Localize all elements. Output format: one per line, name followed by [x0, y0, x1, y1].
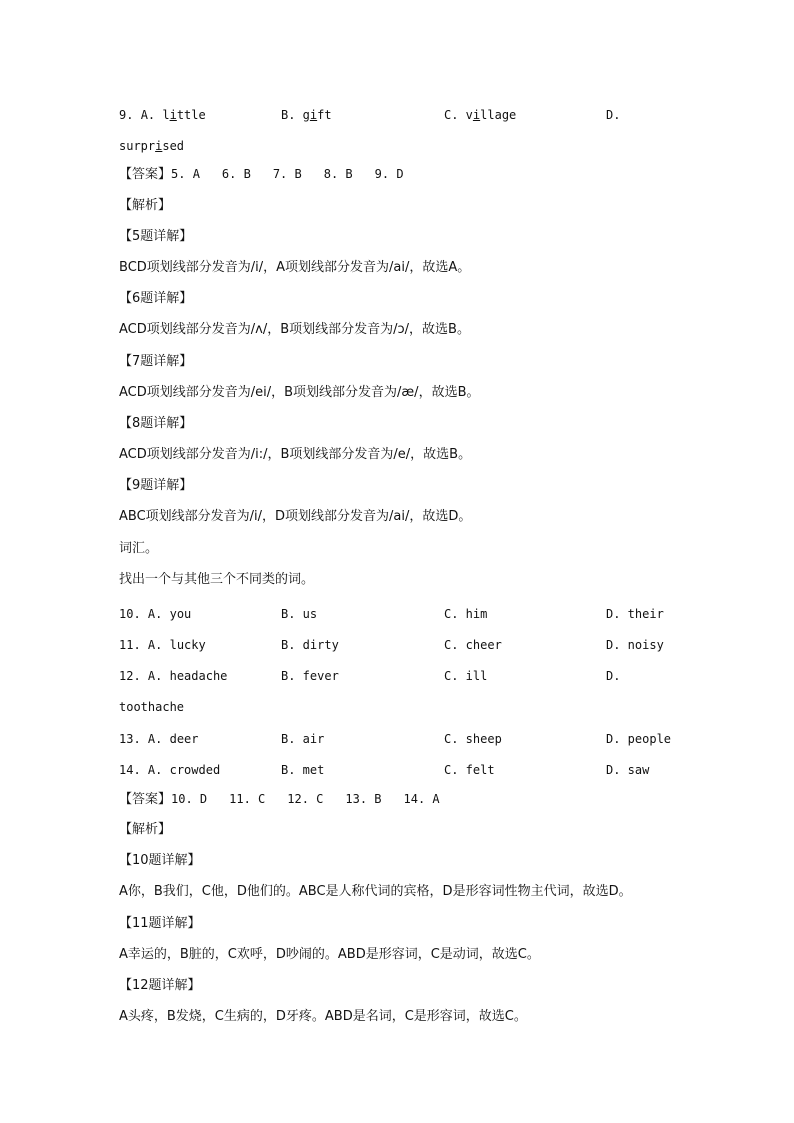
- answer-item: 12. C: [287, 792, 324, 806]
- q9-option-a: 9. A. little: [119, 108, 206, 122]
- explanation-text: A幸运的，B脏的，C欢呼，D吵闹的。ABD是形容词，C是动词，故选C。: [119, 947, 540, 962]
- explanation-text: A头疼，B发烧，C生病的，D牙疼。ABD是名词，C是形容词，故选C。: [119, 1009, 527, 1024]
- answer-item: 6. B: [221, 167, 251, 181]
- explanation-title: 【5题详解】: [119, 229, 193, 244]
- option-c: C. him: [444, 607, 488, 621]
- explanation-text: ACD项划线部分发音为/ʌ/，B项划线部分发音为/ɔ/，故选B。: [119, 322, 470, 337]
- option-d: D. their: [606, 607, 664, 621]
- explanation-title: 【10题详解】: [119, 853, 201, 868]
- option-d: D. people: [606, 732, 672, 746]
- explanation-title: 【11题详解】: [119, 916, 201, 931]
- explanation-title: 【12题详解】: [119, 978, 201, 993]
- option-d: D. noisy: [606, 638, 664, 652]
- option-c: C. ill: [444, 669, 488, 683]
- answer-label: 【答案】: [119, 167, 172, 182]
- explanation-text: ACD项划线部分发音为/i:/，B项划线部分发音为/e/，故选B。: [119, 447, 472, 462]
- option-a: 13. A. deer: [119, 732, 199, 746]
- q9-option-d: D.: [606, 108, 621, 122]
- explanation-text: A你，B我们，C他，D他们的。ABC是人称代词的宾格，D是形容词性物主代词，故选D。: [119, 884, 632, 899]
- option-c: C. felt: [444, 763, 495, 777]
- option-b: B. fever: [281, 669, 339, 683]
- answer-line-2: [119, 791, 440, 808]
- explanation-title: 【6题详解】: [119, 291, 193, 306]
- q9-option-b: B. gift: [281, 108, 332, 122]
- answer-item: 7. B: [272, 167, 302, 181]
- section-instruction: 找出一个与其他三个不同类的词。: [119, 572, 315, 587]
- answer-item: 13. B: [345, 792, 382, 806]
- option-b: B. us: [281, 607, 318, 621]
- answer-item: 14. A: [403, 792, 440, 806]
- option-a: 11. A. lucky: [119, 638, 206, 652]
- q12-option-d-word: toothache: [119, 700, 185, 714]
- option-a: 14. A. crowded: [119, 763, 221, 777]
- answer-item: 8. B: [323, 167, 353, 181]
- answer-item: 11. C: [229, 792, 266, 806]
- option-b: B. met: [281, 763, 325, 777]
- answer-item: 10. D: [171, 792, 208, 806]
- q9-option-c: C. village: [444, 108, 517, 122]
- answer-item: 9. D: [374, 167, 404, 181]
- option-d: D.: [606, 669, 621, 683]
- answer-label: 【答案】: [119, 792, 172, 807]
- explanation-text: ABC项划线部分发音为/i/，D项划线部分发音为/ai/，故选D。: [119, 509, 472, 524]
- explanation-title: 【8题详解】: [119, 416, 193, 431]
- explanation-title: 【9题详解】: [119, 478, 193, 493]
- option-c: C. sheep: [444, 732, 502, 746]
- option-a: 10. A. you: [119, 607, 192, 621]
- answer-item: 5. A: [171, 167, 200, 181]
- option-d: D. saw: [606, 763, 650, 777]
- explanation-title: 【7题详解】: [119, 354, 193, 369]
- option-b: B. dirty: [281, 638, 339, 652]
- option-c: C. cheer: [444, 638, 502, 652]
- option-b: B. air: [281, 732, 325, 746]
- answer-line-1: [119, 166, 404, 183]
- explanation-text: ACD项划线部分发音为/ei/，B项划线部分发音为/æ/，故选B。: [119, 385, 480, 400]
- option-a: 12. A. headache: [119, 669, 228, 683]
- analysis-label: 【解析】: [119, 822, 172, 837]
- explanation-text: BCD项划线部分发音为/i/，A项划线部分发音为/ai/，故选A。: [119, 260, 471, 275]
- analysis-label: 【解析】: [119, 198, 172, 213]
- q9-option-d-word: surprised: [119, 139, 185, 153]
- section-title: 词汇。: [119, 541, 159, 556]
